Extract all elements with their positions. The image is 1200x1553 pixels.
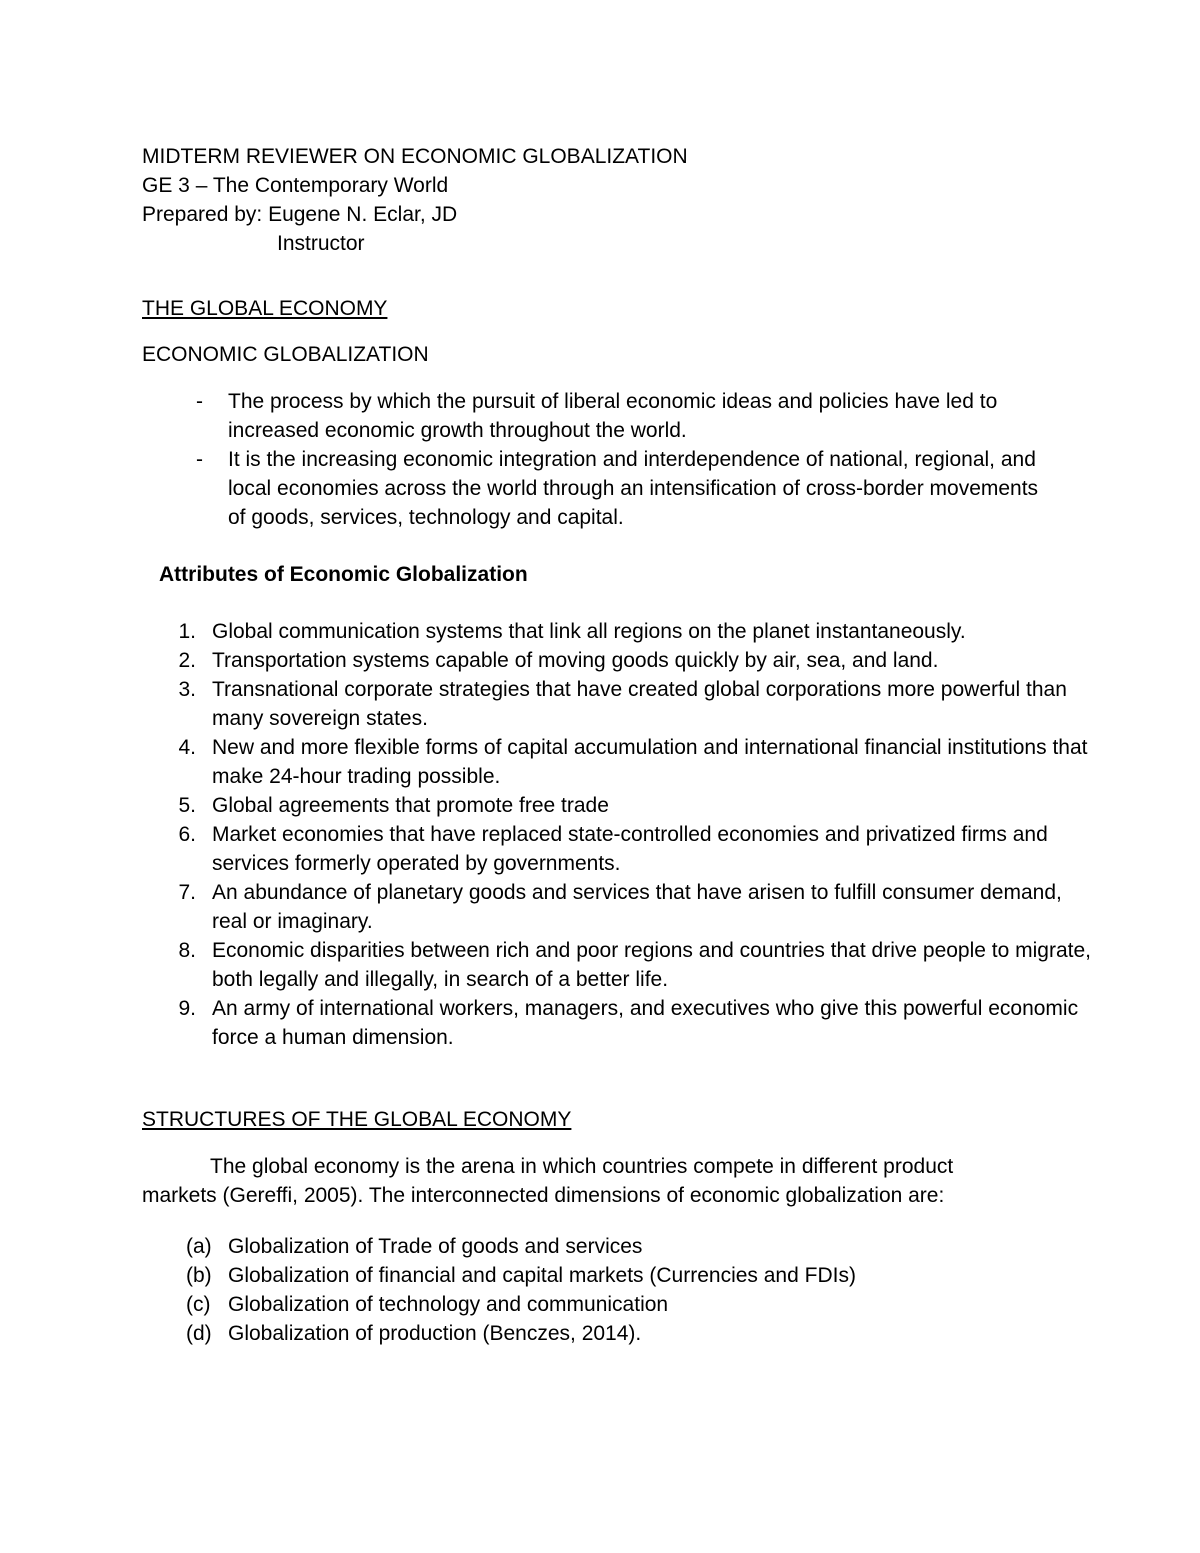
list-item (142, 445, 1042, 532)
list-letter: (a) (186, 1235, 212, 1258)
dimension-text: Globalization of Trade of goods and services (228, 1235, 643, 1258)
list-number: 7. (178, 881, 196, 904)
list-item (142, 733, 1102, 791)
list-number: 8. (178, 939, 196, 962)
list-number: 4. (178, 736, 196, 759)
subheading-economic-globalization: ECONOMIC GLOBALIZATION (142, 343, 429, 366)
attributes-list (142, 617, 1102, 1052)
attributes-heading: Attributes of Economic Globalization (159, 563, 528, 586)
list-item (142, 387, 1042, 445)
dimension-text: Globalization of production (Benczes, 2014). (228, 1322, 642, 1345)
definition-text: The process by which the pursuit of liberal economic ideas and policies have led to increased economic growth throughout the world. (228, 390, 998, 442)
document-title: MIDTERM REVIEWER ON ECONOMIC GLOBALIZATION (142, 145, 688, 168)
list-item (142, 1290, 1042, 1319)
dimension-text: Globalization of technology and communication (228, 1293, 669, 1316)
attribute-text: Economic disparities between rich and poor regions and countries that drive people to migrate, both legally and illegally, in search of a better life. (212, 939, 1091, 991)
dimensions-list (142, 1232, 1042, 1348)
list-number: 3. (178, 678, 196, 701)
list-item (142, 820, 1102, 878)
attribute-text: Transnational corporate strategies that have created global corporations more powerful than many sovereign states. (212, 678, 1067, 730)
list-number: 9. (178, 997, 196, 1020)
attribute-text: Global agreements that promote free trade (212, 794, 609, 817)
attribute-text: An abundance of planetary goods and services that have arisen to fulfill consumer demand, real or imaginary. (212, 881, 1062, 933)
bullet-marker: - (196, 390, 203, 413)
list-item (142, 617, 1102, 646)
list-item (142, 994, 1102, 1052)
structures-intro-paragraph: The global economy is the arena in which countries compete in different product markets (Gereffi, 2005). The interconnected dimensions of economic globalization are: (142, 1155, 954, 1207)
definition-text: It is the increasing economic integration and interdependence of national, regional, and local economies across the world through an intensification of cross-border movements of goods, services, technology and capital. (228, 448, 1039, 529)
attribute-text: Global communication systems that link all regions on the planet instantaneously. (212, 620, 966, 643)
list-number: 5. (178, 794, 196, 817)
list-item (142, 936, 1102, 994)
course-name: GE 3 – The Contemporary World (142, 174, 449, 197)
prepared-by: Prepared by: Eugene N. Eclar, JD (142, 203, 458, 226)
attribute-text: Market economies that have replaced state-controlled economies and privatized firms and services formerly operated by governments. (212, 823, 1048, 875)
list-number: 1. (178, 620, 196, 643)
section-heading-structures: STRUCTURES OF THE GLOBAL ECONOMY (142, 1108, 572, 1131)
list-number: 2. (178, 649, 196, 672)
list-item (142, 675, 1102, 733)
list-item (142, 1261, 1042, 1290)
list-item (142, 1319, 1042, 1348)
attribute-text: Transportation systems capable of moving goods quickly by air, sea, and land. (212, 649, 939, 672)
attribute-text: An army of international workers, managers, and executives who give this powerful economic force a human dimension. (212, 997, 1079, 1049)
list-letter: (c) (186, 1293, 211, 1316)
attribute-text: New and more flexible forms of capital accumulation and international financial institutions that make 24-hour trading possible. (212, 736, 1088, 788)
list-item (142, 646, 1102, 675)
dimension-text: Globalization of financial and capital markets (Currencies and FDIs) (228, 1264, 856, 1287)
list-item (142, 791, 1102, 820)
list-item (142, 1232, 1042, 1261)
section-heading-global-economy: THE GLOBAL ECONOMY (142, 297, 388, 320)
list-letter: (d) (186, 1322, 212, 1345)
list-number: 6. (178, 823, 196, 846)
definition-list (142, 387, 1042, 532)
list-item (142, 878, 1102, 936)
author-role: Instructor (277, 232, 365, 255)
list-letter: (b) (186, 1264, 212, 1287)
bullet-marker: - (196, 448, 203, 471)
